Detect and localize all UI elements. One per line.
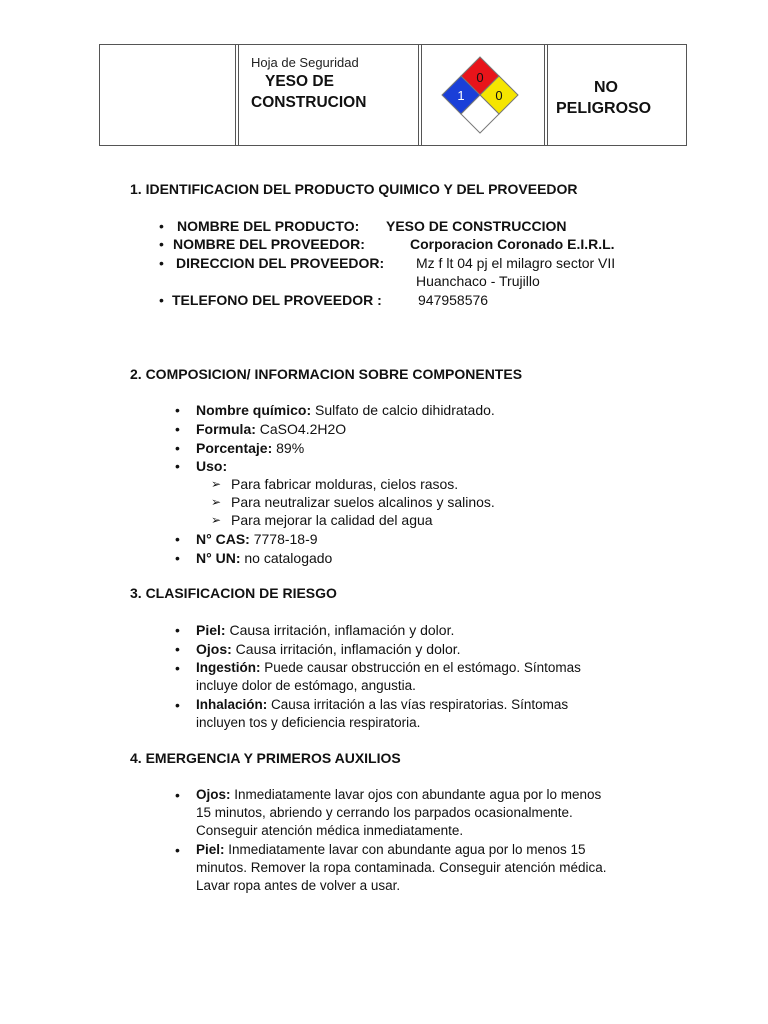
section3-heading: 3. CLASIFICACION DE RIESGO <box>130 585 337 601</box>
product-name-label: NOMBRE DEL PRODUCTO: <box>177 218 360 234</box>
section2-heading: 2. COMPOSICION/ INFORMACION SOBRE COMPONENTES <box>130 366 523 382</box>
percentage-value: 89% <box>272 440 305 456</box>
bullet: • <box>159 218 164 234</box>
hazard-cell <box>548 45 686 145</box>
bullet: • <box>175 402 180 418</box>
risk-skin-value: Causa irritación, inflamación y dolor. <box>225 622 455 638</box>
arrow-bullet-icon: ➢ <box>211 513 222 527</box>
supplier-address-line2: Huanchaco - Trujillo <box>416 273 540 289</box>
cas-row <box>196 530 318 548</box>
risk-inhalation-line1: Causa irritación a las vías respiratorias. Síntomas <box>267 697 569 712</box>
hazard-line1: NO <box>594 79 618 96</box>
aid-skin-line1: Inmediatamente lavar con abundante agua por lo menos 15 <box>224 842 586 857</box>
aid-skin-line2: minutos. Remover la ropa contaminada. Conseguir atención médica. <box>196 860 607 875</box>
aid-eyes-label: Ojos: <box>196 787 231 802</box>
aid-skin-para <box>196 841 662 895</box>
aid-eyes-line1: Inmediatamente lavar ojos con abundante agua por lo menos <box>230 787 602 802</box>
risk-eyes-label: Ojos: <box>196 641 232 657</box>
use-item: Para fabricar molduras, cielos rasos. <box>231 476 459 492</box>
risk-ingestion-para <box>196 659 662 695</box>
hazard-line2: PELIGROSO <box>556 100 652 117</box>
bullet: • <box>175 440 180 456</box>
percentage-row <box>196 439 304 457</box>
risk-inhalation-para <box>196 696 662 732</box>
section4-heading: 4. EMERGENCIA Y PRIMEROS AUXILIOS <box>130 750 401 766</box>
nfpa-flammability-value: 0 <box>475 70 484 85</box>
aid-skin-label: Piel: <box>196 842 225 857</box>
cas-value: 7778-18-9 <box>249 531 318 547</box>
un-row <box>196 549 332 567</box>
risk-skin-row <box>196 621 454 639</box>
supplier-phone-label: TELEFONO DEL PROVEEDOR : <box>172 292 382 308</box>
supplier-name-value: Corporacion Coronado E.I.R.L. <box>410 236 615 252</box>
arrow-bullet-icon: ➢ <box>211 495 222 509</box>
bullet: • <box>175 622 180 638</box>
un-value: no catalogado <box>240 550 333 566</box>
bullet: • <box>159 255 164 271</box>
chemical-name-value: Sulfato de calcio dihidratado. <box>311 402 495 418</box>
product-title-line2: CONSTRUCION <box>251 94 367 111</box>
supplier-address-line1: Mz f lt 04 pj el milagro sector VII <box>416 255 616 271</box>
use-item: Para neutralizar suelos alcalinos y salinos. <box>231 494 495 510</box>
bullet: • <box>175 550 180 566</box>
section1-heading: 1. IDENTIFICACION DEL PRODUCTO QUIMICO Y DEL PROVEEDOR <box>130 181 578 197</box>
supplier-phone-value: 947958576 <box>418 292 489 308</box>
nfpa-diamond-icon <box>440 55 520 135</box>
risk-skin-label: Piel: <box>196 622 226 638</box>
supplier-address-label: DIRECCION DEL PROVEEDOR: <box>176 255 385 271</box>
supplier-name-label: NOMBRE DEL PROVEEDOR: <box>173 236 365 252</box>
un-label: N° UN: <box>196 550 241 566</box>
document-subtitle: Hoja de Seguridad <box>251 55 359 70</box>
nfpa-reactivity-value: 0 <box>494 88 503 103</box>
bullet: • <box>159 292 164 308</box>
logo-cell <box>100 45 239 145</box>
bullet: • <box>175 421 180 437</box>
title-cell <box>239 45 422 145</box>
bullet: • <box>175 787 180 803</box>
percentage-label: Porcentaje: <box>196 440 273 456</box>
bullet: • <box>159 236 164 252</box>
formula-label: Formula: <box>196 421 256 437</box>
formula-value: CaSO4.2H2O <box>255 421 347 437</box>
aid-eyes-line2: 15 minutos, abriendo y cerrando los parpados ocasionalmente. <box>196 805 573 820</box>
nfpa-health-value: 1 <box>456 88 465 103</box>
product-title-line1: YESO DE <box>265 73 334 90</box>
use-item: Para mejorar la calidad del agua <box>231 512 433 528</box>
risk-eyes-value: Causa irritación, inflamación y dolor. <box>231 641 461 657</box>
risk-ingestion-line1: Puede causar obstrucción en el estómago. Síntomas <box>260 660 581 675</box>
arrow-bullet-icon: ➢ <box>211 477 222 491</box>
nfpa-cell <box>422 45 548 145</box>
bullet: • <box>175 531 180 547</box>
bullet: • <box>175 641 180 657</box>
header-table <box>99 44 687 146</box>
bullet: • <box>175 697 180 713</box>
risk-inhalation-label: Inhalación: <box>196 697 268 712</box>
aid-eyes-para <box>196 786 662 840</box>
risk-ingestion-label: Ingestión: <box>196 660 261 675</box>
cas-label: N° CAS: <box>196 531 250 547</box>
risk-ingestion-line2: incluye dolor de estómago, angustia. <box>196 678 416 693</box>
risk-eyes-row <box>196 640 461 658</box>
use-label: Uso: <box>196 458 228 474</box>
risk-inhalation-line2: incluyen tos y deficiencia respiratoria. <box>196 715 421 730</box>
bullet: • <box>175 842 180 858</box>
chemical-name-row <box>196 401 495 419</box>
product-name-value: YESO DE CONSTRUCCION <box>386 218 567 234</box>
chemical-name-label: Nombre químico: <box>196 402 312 418</box>
aid-eyes-line3: Conseguir atención médica inmediatamente. <box>196 823 464 838</box>
bullet: • <box>175 660 180 676</box>
bullet: • <box>175 458 180 474</box>
aid-skin-line3: Lavar ropa antes de volver a usar. <box>196 878 401 893</box>
formula-row <box>196 420 346 438</box>
